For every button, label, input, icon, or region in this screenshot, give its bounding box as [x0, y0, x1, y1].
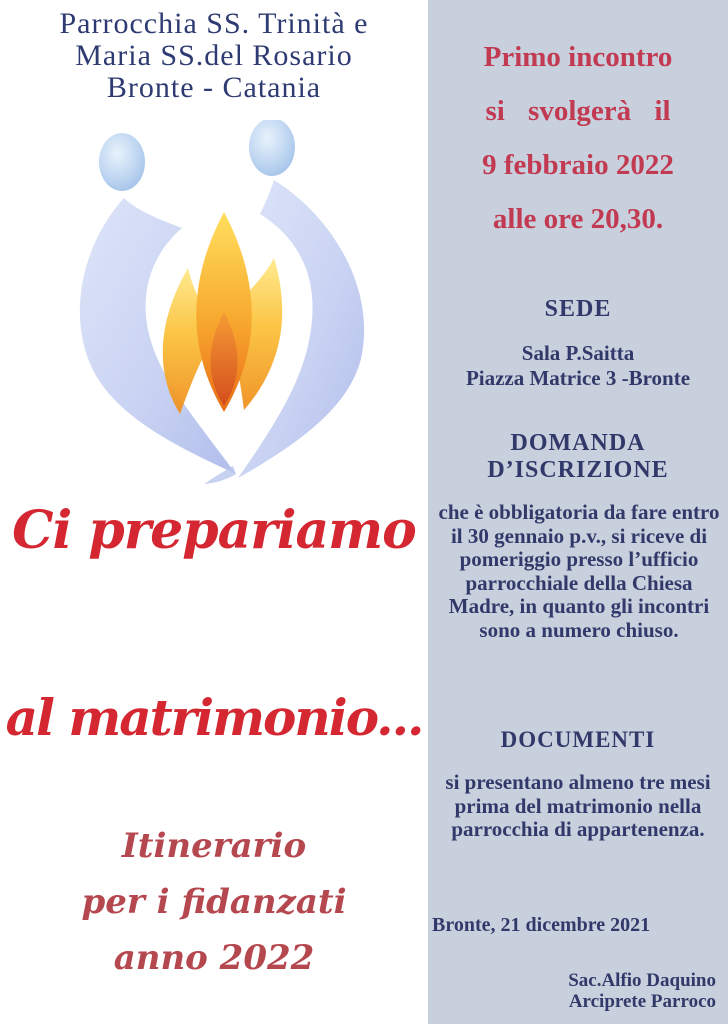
domanda-body-text: che è obbligatoria da fare entro il 30 gennaio p.v., si riceve di pomeriggio presso l’ufficio parrocchiale della Chiesa Madre, in quanto gli incontri sono a numero chiuso. [438, 500, 720, 642]
documenti-body-text: si presentano almeno tre mesi prima del matrimonio nella parrocchia di appartenenza. [445, 770, 711, 841]
date-line: Bronte, 21 dicembre 2021 [432, 914, 651, 936]
signature-block [428, 970, 716, 1012]
right-person-head [249, 120, 295, 176]
parish-title-line2: Maria SS.del Rosario [75, 39, 353, 72]
sede-address-line1: Sala P.Saitta [521, 341, 635, 365]
announcement-line2: si svolgerà il [485, 95, 671, 127]
signature-name: Sac.Alfio Daquino [568, 970, 716, 991]
itinerary-line2: per i fidanzati [81, 882, 347, 922]
sede-heading: SEDE [544, 296, 612, 322]
flyer-info-panel [428, 0, 728, 1024]
parish-title [0, 8, 428, 104]
couple-heart-flame-icon [40, 120, 396, 484]
couple-heart-flame-logo [40, 120, 396, 484]
heart-tail [204, 466, 236, 484]
signature-title: Arciprete Parroco [568, 991, 716, 1012]
domanda-heading-line1: DOMANDA [510, 430, 646, 456]
itinerary-line3: anno 2022 [113, 938, 315, 978]
left-person-head [99, 133, 145, 191]
script-headline-line1: Ci prepariamo [12, 500, 416, 561]
sede-address-line2: Piazza Matrice 3 -Bronte [465, 366, 691, 390]
announcement-line1: Primo incontro [483, 41, 673, 73]
script-headline-line2: al matrimonio... [5, 688, 423, 747]
announcement-line3: 9 febbraio 2022 [482, 149, 674, 181]
announcement-line4: alle ore 20,30. [492, 203, 664, 235]
sede-address [428, 341, 728, 391]
parish-title-line3: Bronte - Catania [106, 71, 322, 104]
domanda-heading-line2: D’ISCRIZIONE [487, 457, 669, 483]
first-meeting-announcement [436, 30, 720, 246]
parish-title-line1: Parrocchia SS. Trinità e [59, 7, 369, 40]
itinerary-block [0, 818, 428, 986]
domanda-heading [428, 430, 728, 484]
documenti-heading: DOCUMENTI [500, 727, 656, 752]
itinerary-line1: Itinerario [121, 826, 307, 866]
